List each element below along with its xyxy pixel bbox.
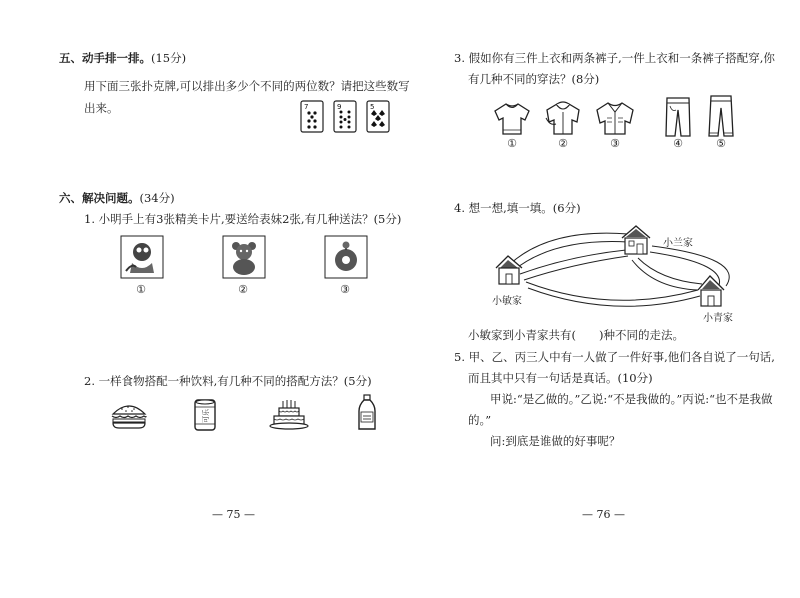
section6-heading: 六、解决问题。 — [59, 191, 140, 205]
route-a-b-upper-edge — [514, 242, 628, 270]
right-page-number: — 76 — — [582, 508, 625, 521]
section5-heading: 五、动手排一排。 — [59, 51, 151, 65]
teddy-bear-card-icon — [222, 235, 266, 283]
q3-line1: 3. 假如你有三件上衣和两条裤子,一件上衣和一条裤子搭配穿,你 — [454, 51, 775, 65]
cake-icon — [268, 397, 310, 435]
place-label-b: 小兰家 — [663, 238, 693, 249]
place-label-a: 小敏家 — [492, 296, 522, 307]
section6-score: (34分) — [139, 191, 175, 205]
playing-card-7-spades-icon — [301, 101, 323, 132]
trousers-icon — [707, 94, 735, 142]
section6-title — [59, 190, 175, 206]
q1-label-3: ③ — [340, 283, 350, 296]
section6-q2-text: 2. 一样食物搭配一种饮料,有几种不同的搭配方法？(5分) — [84, 374, 372, 388]
q4-text: 4. 想一想,填一填。(6分) — [454, 201, 581, 215]
q5-line3: 甲说:“是乙做的。”乙说:“不是我做的。”丙说:“也不是我做 — [490, 392, 773, 406]
cola-can-icon — [193, 398, 217, 436]
section5-line2: 出来。 — [84, 101, 119, 115]
jacket-icon — [542, 100, 584, 140]
q1-label-2: ② — [238, 283, 248, 296]
donut-card-icon — [324, 235, 368, 283]
q5-line1: 5. 甲、乙、丙三人中有一人做了一件好事,他们各自说了一句话, — [454, 350, 775, 364]
q3-line2: 有几种不同的穿法？(8分) — [468, 72, 600, 86]
house-icon — [496, 256, 522, 284]
q4-answer: 小敏家到小青家共有( )种不同的走法。 — [468, 328, 684, 342]
q3-label-4: ④ — [673, 137, 683, 150]
cartoon-card-icon — [120, 235, 164, 283]
section5-line1: 用下面三张扑克牌,可以排出多少个不同的两位数？请把这些数写 — [84, 79, 410, 93]
q3-label-2: ② — [558, 137, 568, 150]
q5-line4: 的。” — [468, 413, 492, 427]
q5-line2: 而且其中只有一句话是真话。(10分) — [468, 371, 653, 385]
playing-cards — [300, 100, 395, 138]
section5-score: (15分) — [151, 51, 187, 65]
card-7-rank: 7 — [304, 103, 309, 111]
milk-bottle-icon — [357, 394, 377, 436]
coat-icon — [594, 100, 636, 140]
q5-line5: 问:到底是谁做的好事呢？ — [490, 434, 621, 448]
house-icon — [698, 276, 724, 306]
place-label-c: 小青家 — [703, 313, 733, 324]
cola-can-text: 可乐 — [202, 409, 210, 423]
card-5-rank: 5 — [370, 103, 375, 111]
sweater-icon — [492, 102, 532, 140]
q3-label-5: ⑤ — [716, 137, 726, 150]
card-9-rank: 9 — [337, 103, 342, 111]
q1-label-1: ① — [136, 283, 146, 296]
house-icon — [622, 226, 650, 254]
left-page-number: — 75 — — [212, 508, 255, 521]
section6-q1-text: 1. 小明手上有3张精美卡片,要送给表妹2张,有几种送法？(5分) — [84, 212, 402, 226]
pants-icon — [664, 96, 692, 142]
hamburger-icon — [110, 403, 148, 433]
playing-card-5-spades-icon — [367, 101, 389, 132]
q3-label-1: ① — [507, 137, 517, 150]
section5-title — [59, 50, 186, 66]
q3-label-3: ③ — [610, 137, 620, 150]
playing-card-9-spades-icon — [334, 101, 356, 132]
